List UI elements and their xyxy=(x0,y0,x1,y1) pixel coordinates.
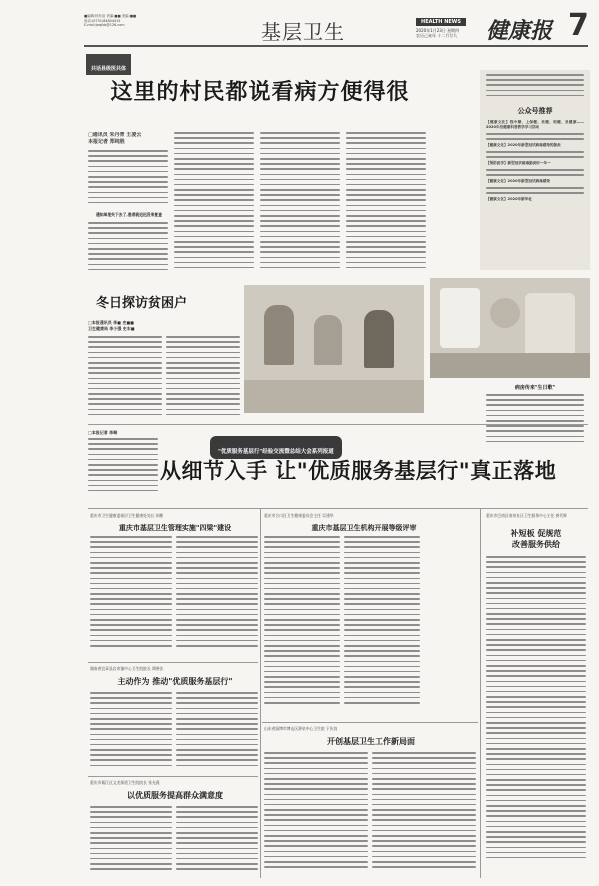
page-header xyxy=(0,0,599,48)
story-body xyxy=(176,806,258,876)
header-rule xyxy=(84,45,588,47)
story-body xyxy=(176,536,258,656)
story-title: 主动作为 推动"优质服务基层行" xyxy=(117,677,233,686)
story-title: 以优质服务提高群众满意度 xyxy=(127,791,223,800)
story-title: 重庆市基层卫生管理实施"四梁"建设 xyxy=(118,524,232,532)
email-line: E-mail:jswjkb@126.com xyxy=(84,23,125,28)
winter-byline: □本报通讯员 李■ 史■■ 卫生健康局 李小强 史丰■ xyxy=(88,320,135,331)
date-line: 2020年1月23日 星期四 xyxy=(416,28,460,33)
story-body xyxy=(90,806,172,876)
story-kicker: 重庆市綦江区文龙街道卫生院院长 张光燕 xyxy=(90,780,160,785)
story-body xyxy=(344,536,420,716)
photo-caption: 病房传来"生日歌" xyxy=(514,385,556,391)
story-title: 补短板 促规范 改善服务供给 xyxy=(510,529,562,549)
lunar-date-line: 农历己亥年 十二月廿九 xyxy=(416,33,458,38)
col-divider xyxy=(260,508,261,878)
notice-item[interactable]: 【健康文化】2020年新型冠状病毒感染 xyxy=(486,179,550,183)
health-news-label: HEALTH NEWS xyxy=(421,19,461,25)
lead-body-col1 xyxy=(88,150,168,210)
section-rule xyxy=(262,722,478,723)
lead-headline: 这里的村民都说看病方便得很 xyxy=(110,80,410,105)
page-number: 7 xyxy=(568,8,589,43)
story-body xyxy=(90,536,172,656)
lead-body-col1b xyxy=(88,222,168,280)
lead-section-tag xyxy=(86,54,131,75)
editor-line: ■编辑:杨东治 责编:■■ 美编:■■ xyxy=(84,14,137,18)
story-kicker: 重庆市卫生健康委基层卫生健康处处长 胡彬 xyxy=(90,513,164,518)
story-kicker: 湖南省宜章县岩泉镇中心卫生院院长 谭善法 xyxy=(90,666,164,671)
lead-body-col2 xyxy=(174,132,254,282)
story-body xyxy=(264,536,340,716)
editor-info xyxy=(84,14,204,28)
banner-rule xyxy=(88,424,588,425)
section-tag-label: 共话县级医共体 xyxy=(91,66,127,72)
sidebar-intro xyxy=(486,74,584,104)
lead-body-col3 xyxy=(260,132,340,282)
col-divider xyxy=(480,508,481,878)
notice-item[interactable]: 【健康文化】2020年新华社 xyxy=(486,197,532,201)
banner-tag-label: "优质服务基层行"经验交流暨总结大会系列报道 xyxy=(218,449,334,455)
lead-byline: □通讯员 朱丹青 王凌云 本报记者 郑纯胜 xyxy=(88,132,142,145)
story-kicker: 重庆市巴南区南泉社区卫生服务中心主任 龚代辉 xyxy=(486,513,567,518)
section-title: 基层卫生 xyxy=(261,20,345,44)
story-body xyxy=(486,556,586,876)
date-block xyxy=(416,28,480,38)
winter-body-col1 xyxy=(88,336,162,420)
winter-body-col2 xyxy=(166,336,240,420)
story-body xyxy=(90,692,172,772)
lower-rule xyxy=(88,508,588,509)
corner-note xyxy=(88,438,158,498)
health-news-bar xyxy=(416,18,466,26)
public-notice-title: 公众号推荐 xyxy=(517,107,553,115)
story-kicker: 山东省淄博市博山区源泉中心卫生院 于庆良 xyxy=(264,726,338,731)
story-body xyxy=(264,752,368,876)
phone-line: 电话:(0731)84804415 xyxy=(84,18,121,23)
corner-byline: □本报记者 李琳 xyxy=(88,430,118,435)
winter-headline: 冬日探访贫困户 xyxy=(96,296,188,311)
main-headline: 从细节入手 让"优质服务基层行"真正落地 xyxy=(160,459,557,483)
story-body xyxy=(176,692,258,772)
hospital-ward-photo xyxy=(430,278,590,378)
lead-body-col4 xyxy=(346,132,426,282)
public-notice-list xyxy=(486,120,584,270)
story-body xyxy=(372,752,476,876)
section-rule xyxy=(88,776,258,777)
notice-item[interactable]: 【健康文化】2020年新型冠状病毒感染的肺炎 xyxy=(486,143,561,147)
notice-item[interactable]: 【预防医学】新型冠状病毒肺炎时一年一 xyxy=(486,161,551,165)
lead-subheading: 通知单里失下去了,患者就迟迟没来复查 xyxy=(96,212,162,217)
story-title: 开创基层卫生工作新局面 xyxy=(327,737,415,746)
notice-item[interactable]: 【健康文化】钱中顺、上保健、县健、和健、县健康——2020年县健康科普教学学习活动 xyxy=(486,120,584,129)
winter-visit-photo xyxy=(244,285,424,413)
story-kicker: 重庆市合川区卫生健康委员会主任 吴建华 xyxy=(264,513,334,518)
story-title: 重庆市基层卫生机构开展等级评审 xyxy=(311,524,417,532)
masthead-logo: 健康报 xyxy=(486,18,553,44)
section-rule xyxy=(88,662,258,663)
photo-story-body xyxy=(486,394,584,450)
